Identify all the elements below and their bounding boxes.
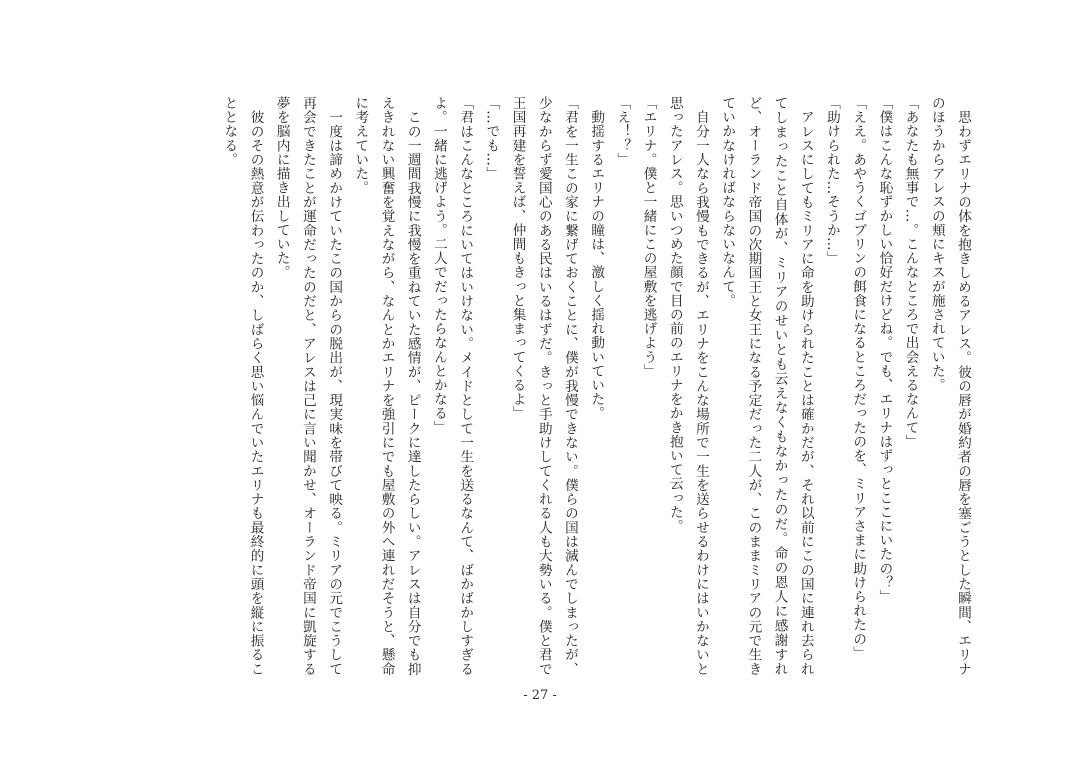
- paragraph: 「え！？」: [614, 96, 631, 167]
- paragraph: 自分一人なら我慢もできるが、エリナをこんな場所で一生を送らせるわけにはいかないと思ったアレス。思いつめた顔で目の前のエリナをかき抱いて云った。: [666, 96, 709, 676]
- paragraph: 彼のその熱意が伝わったのか、しばらく思い悩んでいたエリナも最終的に頭を縦に振ることとなる。: [221, 96, 264, 676]
- body-text: [96, 96, 976, 676]
- paragraph: 「君はこんなところにいてはいけない。メイドとして一生を送るなんて、ばかばかしすぎるよ。一緒に逃げよう。二人でだったらなんとかなる」: [430, 96, 474, 676]
- paragraph: 「ええ。あやうくゴブリンの餌食になるところだったのを、ミリアさまに助けられたの」: [850, 96, 867, 660]
- paragraph: 「助けられた…そうか…」: [823, 96, 840, 266]
- paragraph: アレスにしてもミリアに命を助けられたことは確かだが、それ以前にこの国に連れ去られてしまったこと自体が、ミリアのせいとも云えなくもなかったのだ。命の恩人に感謝すれど、オーランド帝国の次期国王と女王になる予定だった二人が、このままミリアの元で生きていかなければならないなんて。: [719, 96, 814, 676]
- paragraph: 「エリナ。僕と一緒にこの屋敷を逃げよう」: [640, 96, 657, 378]
- page-number: - 27 -: [523, 688, 557, 703]
- paragraph: 動揺するエリナの瞳は、激しく揺れ動いていた。: [588, 96, 605, 421]
- paragraph: 「僕はこんな恥ずかしい恰好だけどね。でも、エリナはずっとここにいたの？」: [876, 96, 893, 604]
- paragraph: 一度は諦めかけていたこの国からの脱出が、現実味を帯びて映る。ミリアの元でこうして再会できたことが運命だったのだと、アレスは己に言い聞かせ、オーランド帝国に凱旋する夢を脳内に描き出していた。: [273, 96, 343, 676]
- paragraph: 「あなたも無事で…。こんなところで出会えるなんて」: [902, 96, 919, 449]
- paragraph: 「君を一生この家に繋げておくことに、僕が我慢できない。僕らの国は滅んでしまったが、少なからず愛国心のある民はいるはずだ。きっと手助けしてくれる人も大勢いる。僕と君で王国再建を誓えば、仲間もきっと集まってくるよ」: [509, 96, 578, 676]
- paragraph: この一週間我慢に我慢を重ねていた感情が、ピークに達したらしい。アレスは自分でも抑えきれない興奮を覚えながら、なんとかエリナを強引にでも屋敷の外へ連れだそうと、懸命に考えていた。: [352, 96, 421, 676]
- paragraph: 「…でも…」: [483, 96, 500, 181]
- paragraph: 思わずエリナの体を抱きしめるアレス。彼の唇が婚約者の唇を塞ごうとした瞬間、エリナのほうからアレスの頬にキスが施されていた。: [928, 96, 971, 676]
